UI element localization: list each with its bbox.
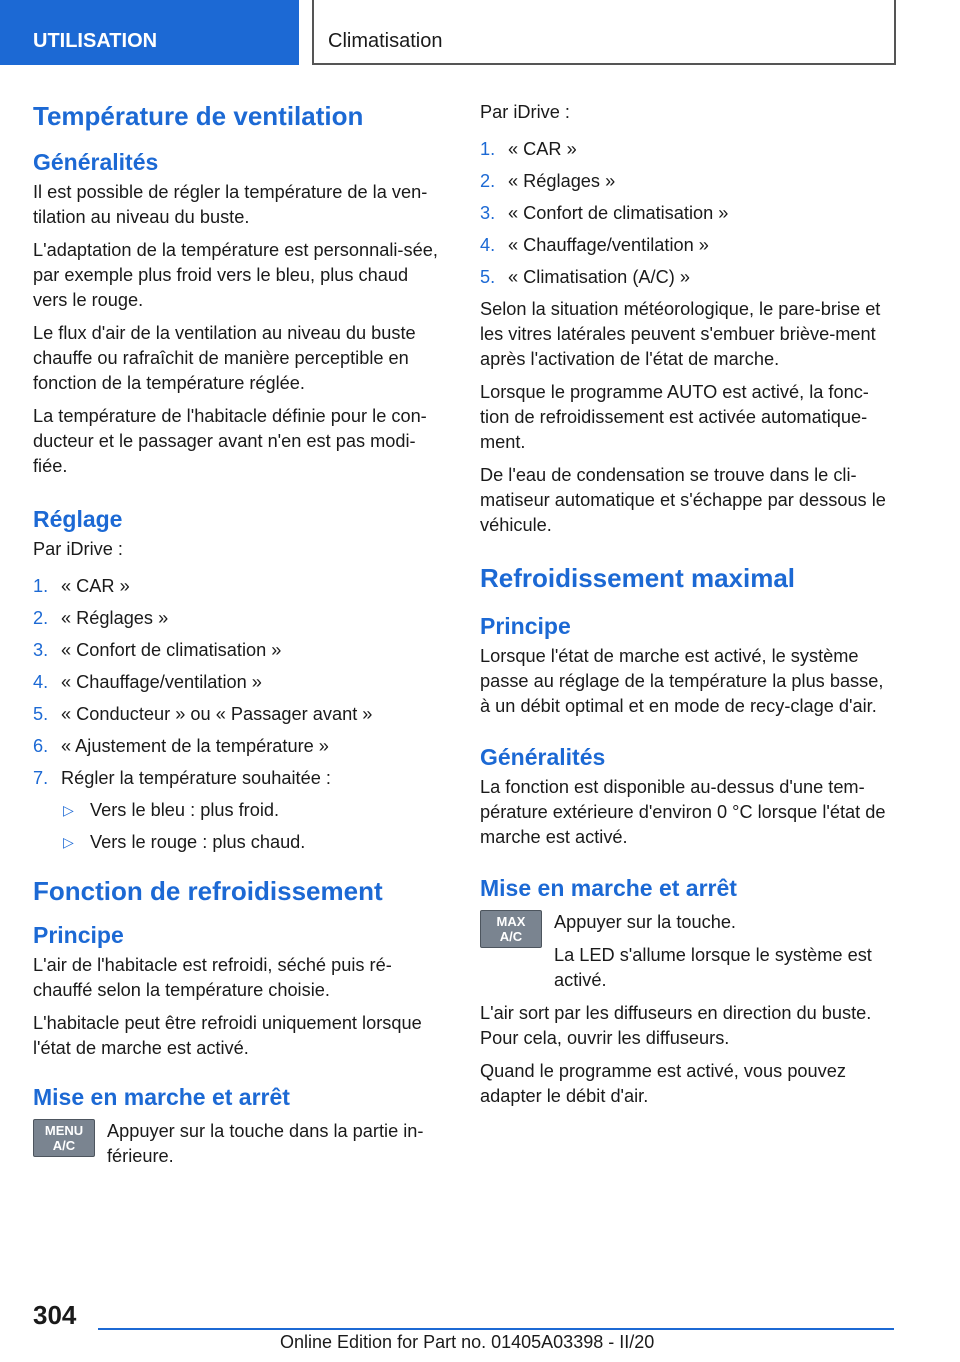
right-column <box>480 100 894 1117</box>
subheading-mise-en-marche: Mise en marche et arrêt <box>480 875 737 901</box>
paragraph: Le flux d'air de la ventilation au niveau du buste chauffe ou rafraîchit de manière perceptible en fonction de la température réglée. <box>33 323 416 393</box>
list-item <box>33 606 446 631</box>
sub-item-text: Vers le bleu : plus froid. <box>90 800 280 820</box>
step-text: « Ajustement de la température » <box>61 736 329 756</box>
button-label: A/C <box>499 929 523 944</box>
footer-divider <box>98 1328 894 1330</box>
list-item <box>33 830 446 855</box>
step-number: 2. <box>33 608 49 628</box>
steps-list <box>33 574 446 791</box>
heading-ventilation: Température de ventilation <box>33 101 364 131</box>
list-item <box>480 169 894 194</box>
sub-list <box>33 798 446 855</box>
list-item <box>33 702 446 727</box>
triangle-bullet-icon: ▷ <box>63 834 74 850</box>
step-number: 3. <box>480 203 496 223</box>
list-item <box>480 265 894 290</box>
step-number: 5. <box>480 267 496 287</box>
step-number: 7. <box>33 768 49 788</box>
step-text: « Chauffage/ventilation » <box>508 235 709 255</box>
paragraph: Par iDrive : <box>480 102 570 122</box>
button-instruction <box>33 1119 446 1169</box>
step-text: « Confort de climatisation » <box>61 640 282 660</box>
step-text: « CAR » <box>61 576 130 596</box>
subheading-reglage: Réglage <box>33 506 123 532</box>
step-number: 4. <box>33 672 49 692</box>
paragraph: L'air de l'habitacle est refroidi, séché puis ré-chauffé selon la température choisie. <box>33 955 392 1000</box>
paragraph: Lorsque le programme AUTO est activé, la fonc-tion de refroidissement est activée automatique-ment. <box>480 382 869 452</box>
paragraph: La LED s'allume lorsque le système est activé. <box>554 945 872 990</box>
list-item <box>33 766 446 791</box>
section-tab <box>0 0 299 65</box>
button-label: MAX <box>496 914 526 929</box>
paragraph: Appuyer sur la touche. <box>554 912 736 932</box>
step-number: 1. <box>33 576 49 596</box>
step-number: 1. <box>480 139 496 159</box>
paragraph: Il est possible de régler la température de la ven-tilation au niveau du buste. <box>33 182 428 227</box>
step-number: 2. <box>480 171 496 191</box>
step-text: « Conducteur » ou « Passager avant » <box>61 704 373 724</box>
subheading-generalites: Généralités <box>480 744 606 770</box>
list-item <box>33 638 446 663</box>
section-title: UTILISATION <box>33 30 158 52</box>
list-item <box>33 798 446 823</box>
button-label: A/C <box>52 1138 76 1153</box>
left-column <box>33 100 446 1177</box>
chapter-tab <box>312 0 896 65</box>
subheading-principe: Principe <box>33 922 124 948</box>
list-item <box>33 574 446 599</box>
chapter-title: Climatisation <box>328 30 443 52</box>
triangle-bullet-icon: ▷ <box>63 802 74 818</box>
paragraph: L'air sort par les diffuseurs en direction du buste. Pour cela, ouvrir les diffuseurs. <box>480 1003 872 1048</box>
step-text: « Climatisation (A/C) » <box>508 267 690 287</box>
list-item <box>480 233 894 258</box>
step-number: 4. <box>480 235 496 255</box>
button-instruction <box>480 910 894 993</box>
paragraph: La température de l'habitacle définie pour le con-ducteur et le passager avant n'en est pas modi-fiée. <box>33 406 427 476</box>
sub-item-text: Vers le rouge : plus chaud. <box>90 832 306 852</box>
step-text: Régler la température souhaitée : <box>61 768 331 788</box>
step-number: 6. <box>33 736 49 756</box>
list-item <box>480 137 894 162</box>
edition-text: Online Edition for Part no. 01405A03398 - II/20 <box>280 1332 655 1352</box>
step-number: 5. <box>33 704 49 724</box>
paragraph: La fonction est disponible au-dessus d'une tem-pérature extérieure d'environ 0 °C lorsque l'état de marche est activé. <box>480 777 886 847</box>
list-item <box>33 670 446 695</box>
step-text: « Chauffage/ventilation » <box>61 672 262 692</box>
subheading-principe: Principe <box>480 613 571 639</box>
paragraph: L'habitacle peut être refroidi uniquement lorsque l'état de marche est activé. <box>33 1013 422 1058</box>
list-item <box>480 201 894 226</box>
step-text: « Confort de climatisation » <box>508 203 729 223</box>
page-number: 304 <box>33 1300 77 1330</box>
paragraph: Appuyer sur la touche dans la partie in-férieure. <box>107 1121 424 1166</box>
paragraph: Selon la situation météorologique, le pare-brise et les vitres latérales peuvent s'embuer briève-ment après l'activation de l'état de marche. <box>480 299 881 369</box>
step-text: « CAR » <box>508 139 577 159</box>
heading-refroidissement: Fonction de refroidissement <box>33 876 383 906</box>
step-text: « Réglages » <box>508 171 616 191</box>
paragraph: Quand le programme est activé, vous pouvez adapter le débit d'air. <box>480 1061 846 1106</box>
menu-ac-button-icon <box>33 1119 95 1157</box>
step-number: 3. <box>33 640 49 660</box>
max-ac-button-icon <box>480 910 542 948</box>
list-item <box>33 734 446 759</box>
subheading-mise-en-marche: Mise en marche et arrêt <box>33 1084 290 1110</box>
steps-list <box>480 137 894 290</box>
button-label: MENU <box>44 1123 84 1138</box>
step-text: « Réglages » <box>61 608 169 628</box>
paragraph: Lorsque l'état de marche est activé, le système passe au réglage de la température la plus basse, à un débit optimal et en mode de recy-clage d'air. <box>480 646 884 716</box>
subheading-generalites: Généralités <box>33 149 159 175</box>
paragraph: De l'eau de condensation se trouve dans le cli-matiseur automatique et s'échappe par dessous le véhicule. <box>480 465 886 535</box>
paragraph: Par iDrive : <box>33 539 123 559</box>
paragraph: L'adaptation de la température est personnali-sée, par exemple plus froid vers le bleu, plus chaud vers le rouge. <box>33 240 438 310</box>
heading-refroidissement-maximal: Refroidissement maximal <box>480 563 796 593</box>
